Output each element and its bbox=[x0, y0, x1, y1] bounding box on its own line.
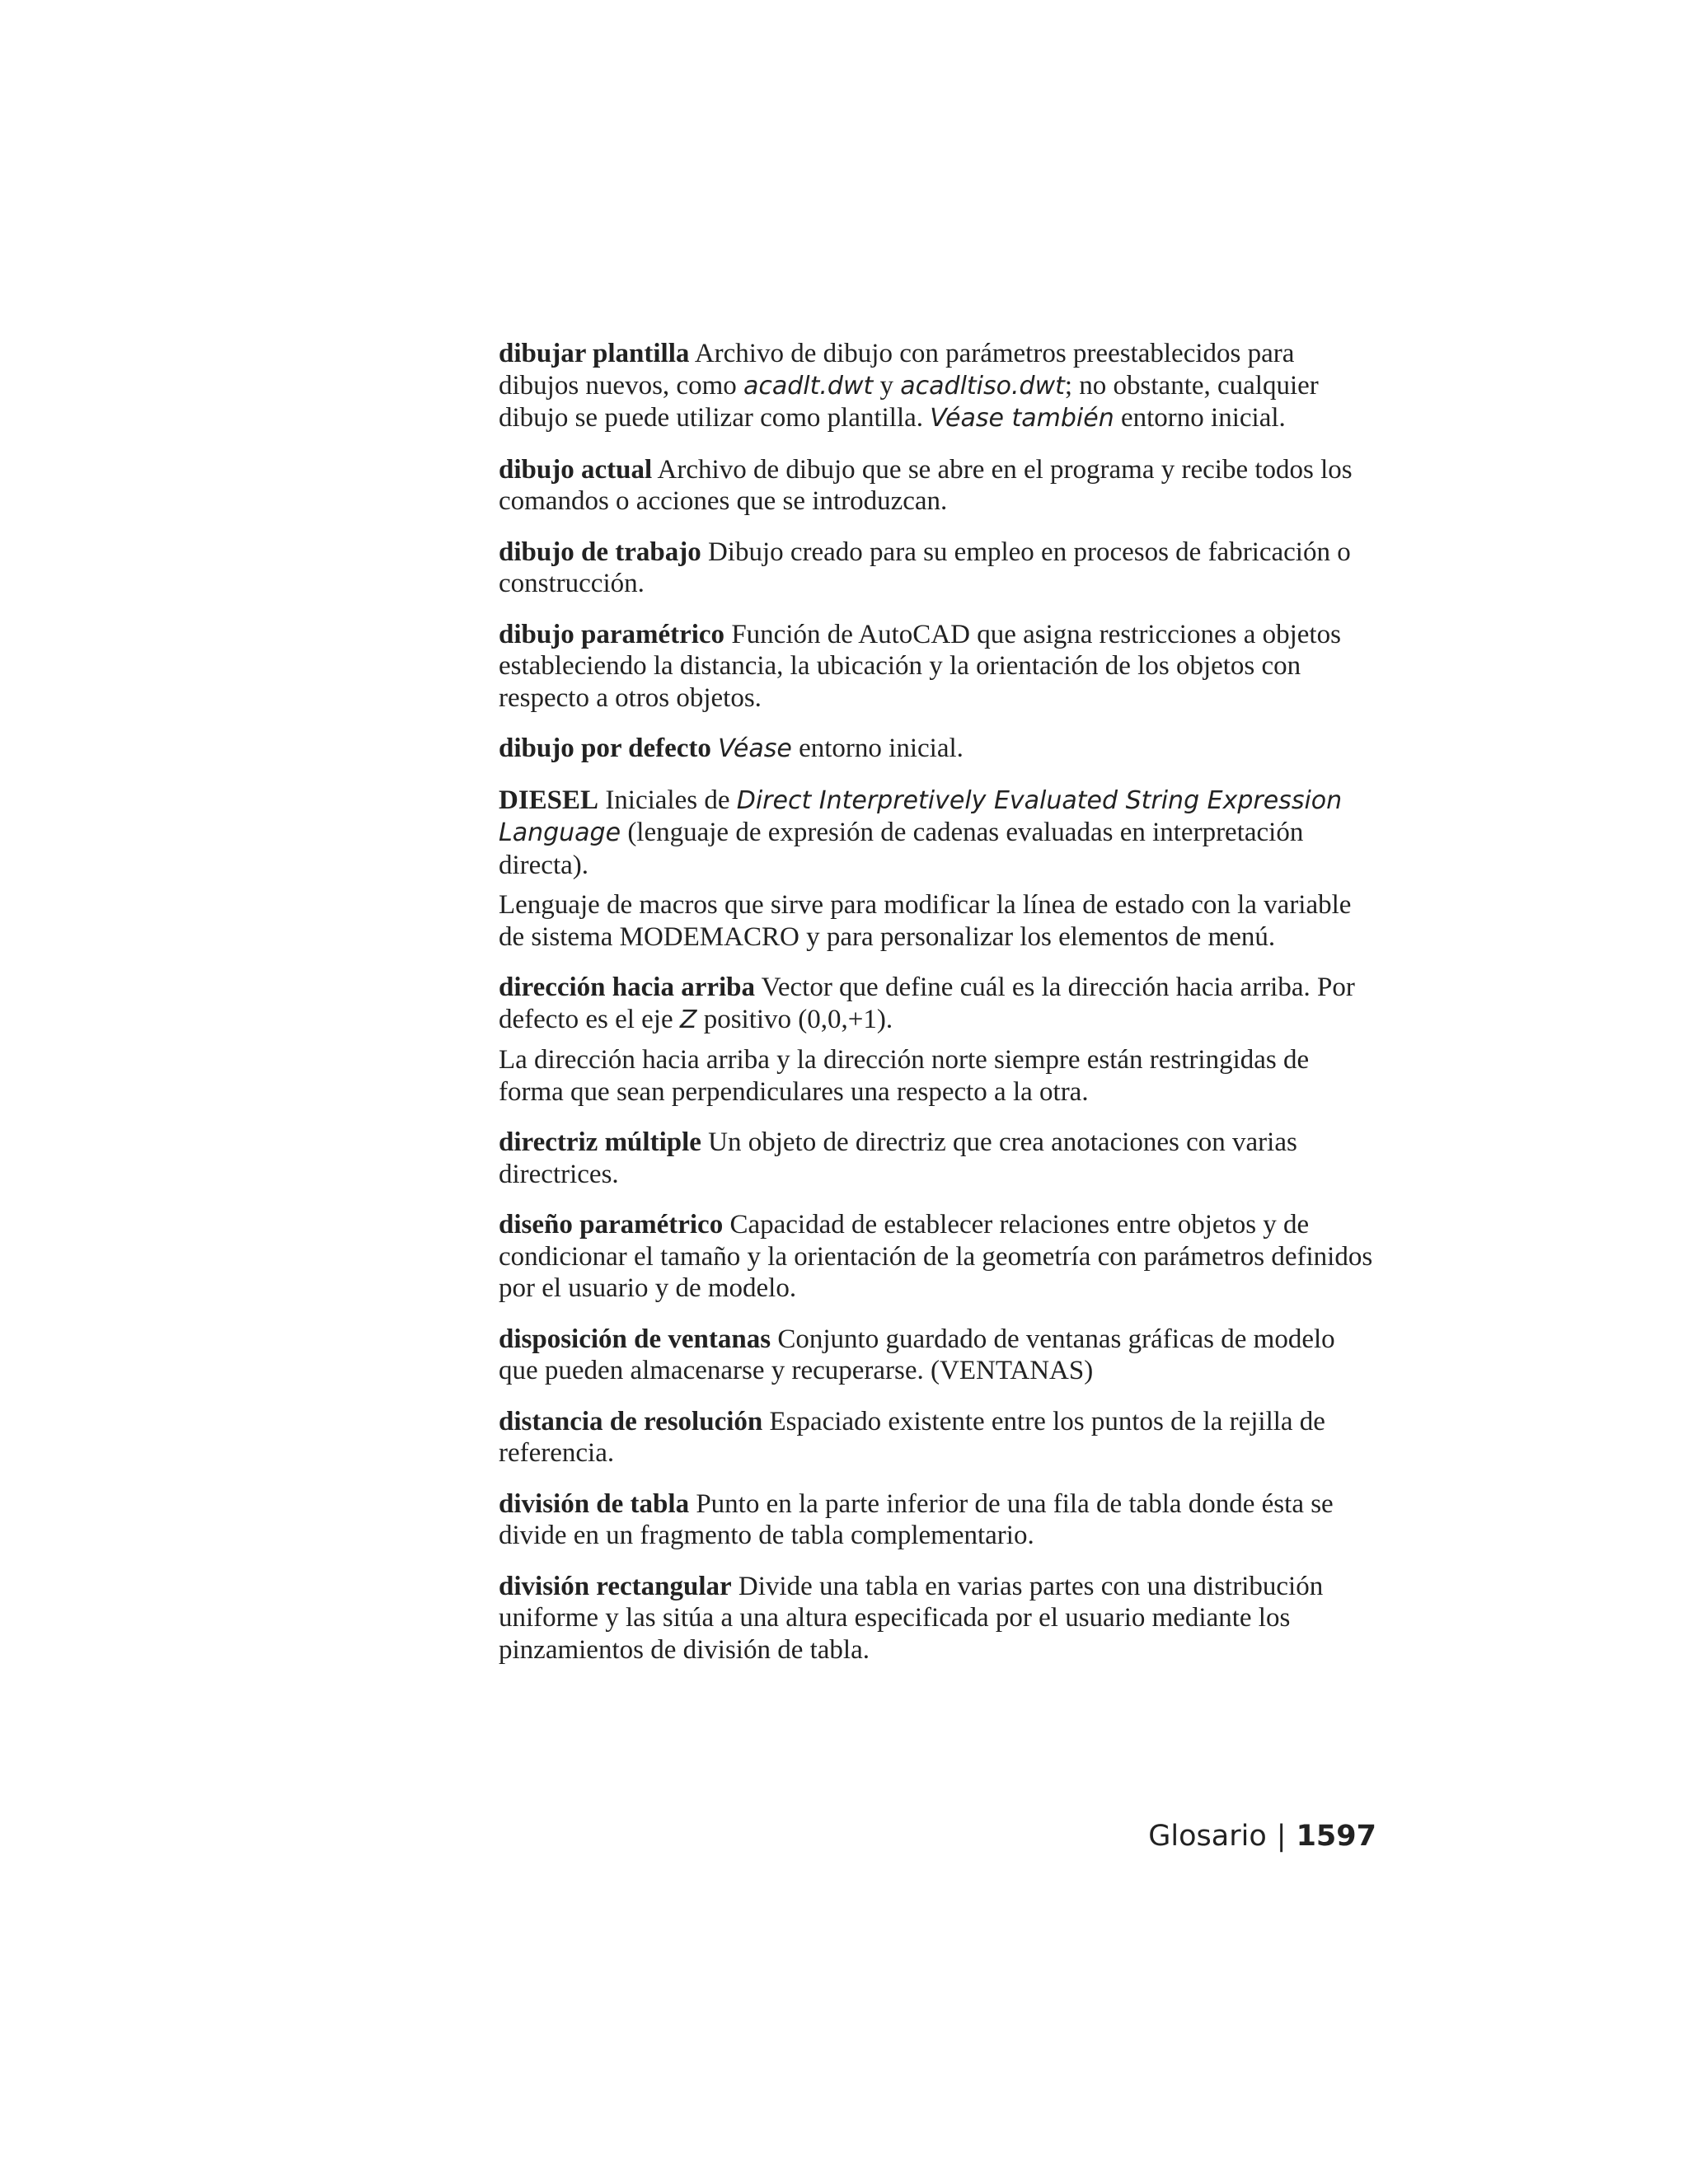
entry-term: directriz múltiple bbox=[499, 1127, 701, 1157]
entry-term: distancia de resolución bbox=[499, 1406, 763, 1436]
definition-text: entorno inicial. bbox=[791, 733, 964, 763]
glossary-entry bbox=[499, 1127, 1376, 1190]
definition-italic-text: Véase también bbox=[930, 404, 1114, 433]
entry-extra-paragraph: La dirección hacia arriba y la dirección norte siempre están restringidas de forma que sean perpendiculares una respecto a la otra. bbox=[499, 1045, 1310, 1107]
definition-text: ; no obstante, cualquier dibujo se puede utilizar como plantilla. bbox=[499, 370, 1319, 433]
definition-text: Capacidad de establecer relaciones entre objetos y de condicionar el tamaño y la orientación de la geometría con parámetros definidos por el usuario y de modelo. bbox=[499, 1210, 1373, 1303]
definition-text: Divide una tabla en varias partes con una distribución uniforme y las sitúa a una altura especificada por el usuario mediante los pinzamientos de división de tabla. bbox=[499, 1571, 1324, 1665]
glossary-entry bbox=[499, 338, 1376, 435]
page-footer bbox=[1148, 1820, 1376, 1853]
entry-definition bbox=[499, 619, 1376, 715]
definition-italic-text: Direct Interpretively Evaluated String Expression Language bbox=[499, 785, 1343, 847]
entry-extra-paragraph: Lenguaje de macros que sirve para modificar la línea de estado con la variable de sistema MODEMACRO y para personalizar los elementos de menú. bbox=[499, 890, 1352, 952]
glossary-entry bbox=[499, 1571, 1376, 1666]
entry-term: dibujo por defecto bbox=[499, 733, 711, 763]
definition-text: Punto en la parte inferior de una fila de tabla donde ésta se divide en un fragmento de tabla complementario. bbox=[499, 1488, 1334, 1550]
entry-definition bbox=[499, 537, 1376, 600]
definition-text: Archivo de dibujo que se abre en el programa y recibe todos los comandos o acciones que se introduzcan. bbox=[499, 454, 1353, 516]
glossary-entry bbox=[499, 972, 1376, 1108]
definition-text: Espaciado existente entre los puntos de la rejilla de referencia. bbox=[499, 1406, 1325, 1468]
definition-text: Función de AutoCAD que asigna restricciones a objetos estableciendo la distancia, la ubicación y la orientación de los objetos con respecto a otros objetos. bbox=[499, 619, 1341, 713]
definition-text: (lenguaje de expresión de cadenas evaluadas en interpretación directa). bbox=[499, 818, 1304, 880]
entry-term: dibujo paramétrico bbox=[499, 619, 725, 649]
glossary-entry bbox=[499, 733, 1376, 766]
page-number: 1597 bbox=[1296, 1820, 1376, 1853]
entry-definition bbox=[499, 1127, 1376, 1190]
glossary-entry bbox=[499, 1324, 1376, 1387]
entry-definition bbox=[499, 454, 1376, 518]
entry-definition bbox=[499, 972, 1376, 1036]
entry-definition bbox=[499, 785, 1376, 882]
entry-definition bbox=[499, 1324, 1376, 1387]
glossary-entry bbox=[499, 619, 1376, 715]
definition-text: Archivo de dibujo con parámetros preestablecidos para dibujos nuevos, como bbox=[499, 339, 1295, 401]
glossary-column bbox=[499, 338, 1376, 1685]
glossary-entry bbox=[499, 1209, 1376, 1305]
entry-term: dibujo de trabajo bbox=[499, 537, 701, 567]
entry-term: DIESEL bbox=[499, 785, 599, 815]
definition-italic-text: acadlt.dwt bbox=[743, 371, 874, 401]
entry-definition bbox=[499, 1488, 1376, 1552]
footer-section-title: Glosario bbox=[1148, 1820, 1267, 1853]
entry-term: dirección hacia arriba bbox=[499, 972, 756, 1002]
entry-term: diseño paramétrico bbox=[499, 1210, 724, 1240]
footer-separator: | bbox=[1276, 1820, 1287, 1853]
definition-text bbox=[711, 733, 718, 763]
entry-term: disposición de ventanas bbox=[499, 1324, 771, 1354]
glossary-entry bbox=[499, 785, 1376, 954]
entry-definition bbox=[499, 1571, 1376, 1666]
definition-text: y bbox=[873, 370, 901, 401]
glossary-entry bbox=[499, 1488, 1376, 1552]
definition-italic-text: Véase bbox=[718, 734, 792, 763]
definition-italic-text: acadltiso.dwt bbox=[900, 371, 1065, 401]
definition-italic-text: Z bbox=[679, 1005, 697, 1034]
entry-term: división rectangular bbox=[499, 1571, 732, 1601]
glossary-entry bbox=[499, 1406, 1376, 1469]
entry-definition bbox=[499, 1406, 1376, 1469]
entry-term: división de tabla bbox=[499, 1488, 690, 1519]
entry-term: dibujar plantilla bbox=[499, 339, 690, 368]
definition-text: Iniciales de bbox=[598, 785, 737, 815]
entry-definition bbox=[499, 1209, 1376, 1305]
glossary-entry bbox=[499, 454, 1376, 518]
definition-text: Vector que define cuál es la dirección hacia arriba. Por defecto es el eje bbox=[499, 972, 1355, 1034]
glossary-entry bbox=[499, 537, 1376, 600]
entry-definition bbox=[499, 338, 1376, 435]
definition-text: Un objeto de directriz que crea anotaciones con varias directrices. bbox=[499, 1127, 1297, 1189]
entry-definition bbox=[499, 733, 1376, 766]
definition-text: entorno inicial. bbox=[1114, 403, 1286, 433]
definition-text: positivo (0,0,+1). bbox=[696, 1004, 893, 1034]
definition-text: Conjunto guardado de ventanas gráficas de modelo que pueden almacenarse y recuperarse. (VENTANAS) bbox=[499, 1324, 1335, 1385]
definition-text: Dibujo creado para su empleo en procesos de fabricación o construcción. bbox=[499, 537, 1351, 598]
entry-term: dibujo actual bbox=[499, 454, 653, 485]
